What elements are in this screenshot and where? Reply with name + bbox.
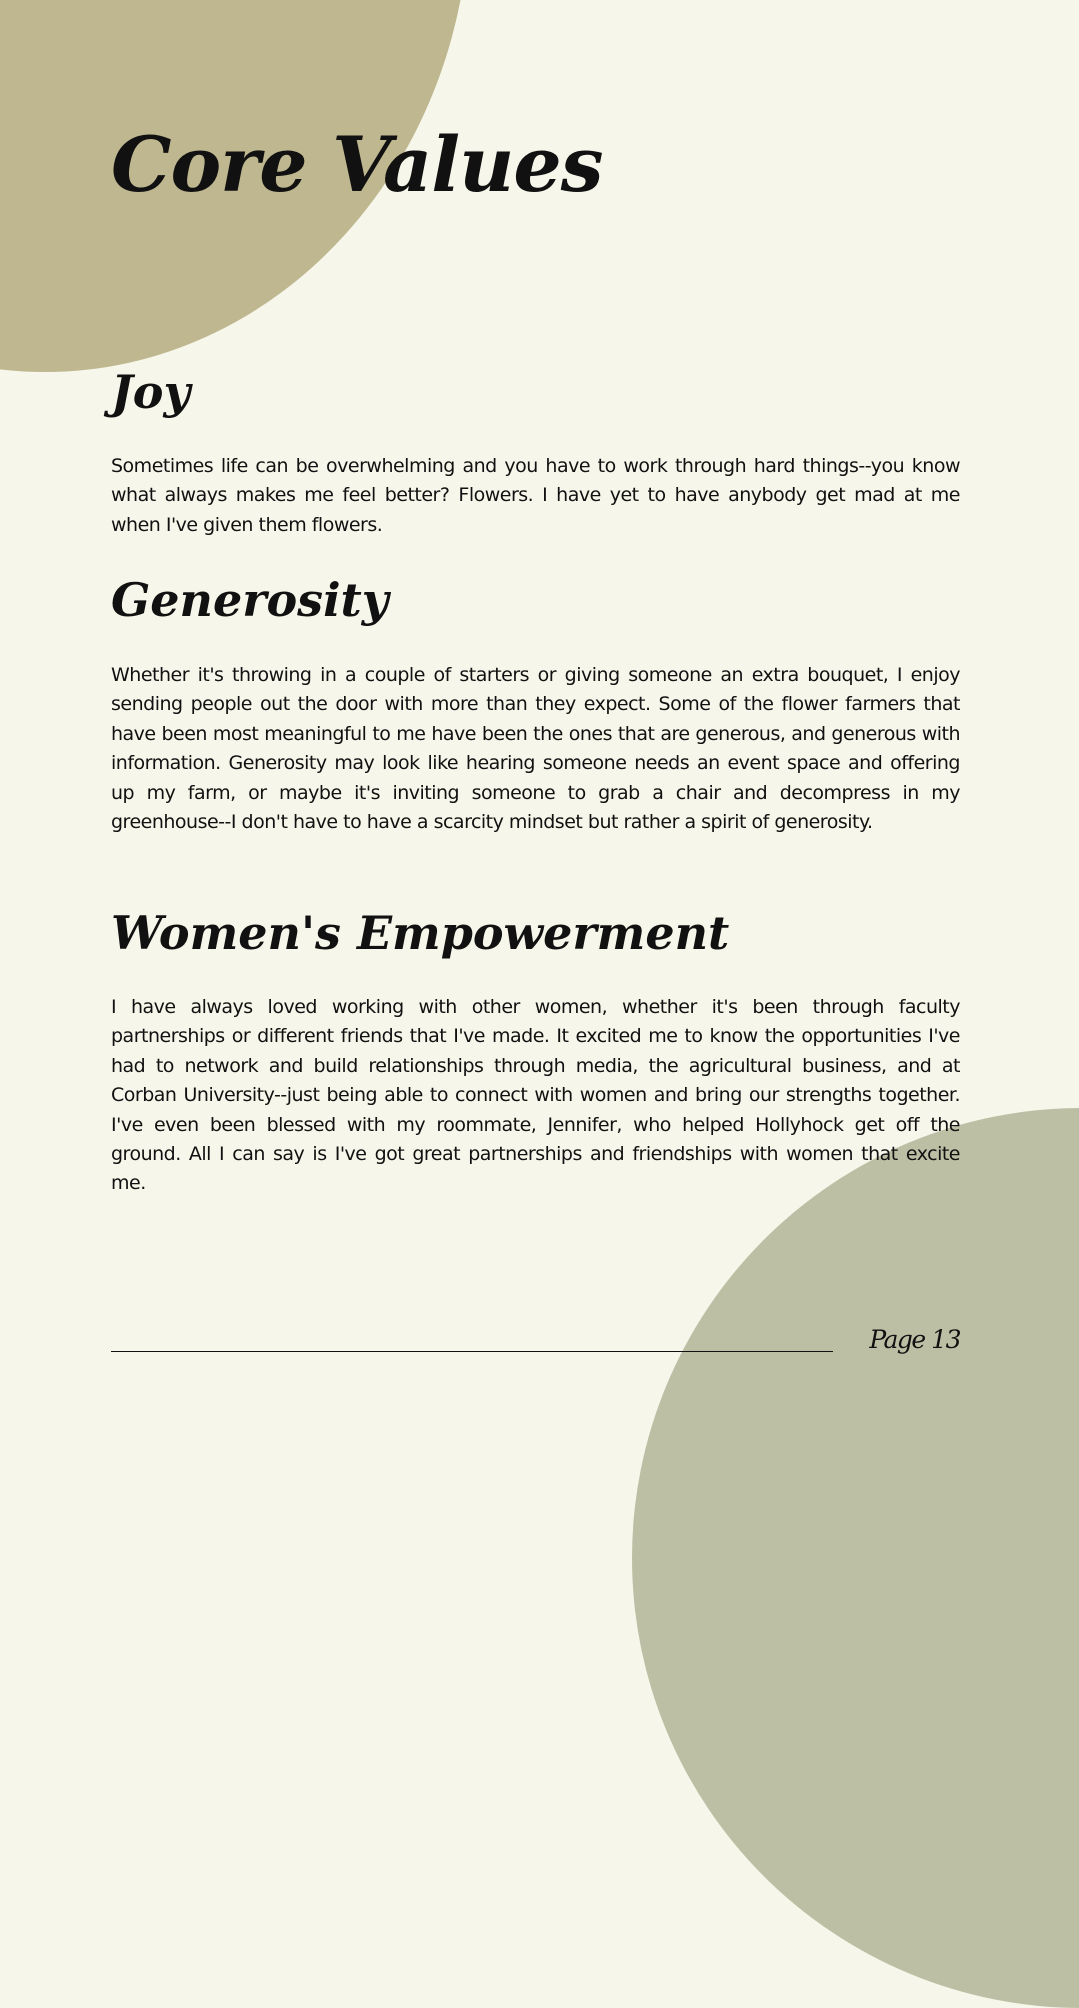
page-number: Page 13: [869, 1325, 960, 1354]
section-heading-womens-empowerment: Women's Empowerment: [111, 906, 730, 960]
section-heading-joy: Joy: [111, 365, 191, 419]
section-body-generosity: Whether it's throwing in a couple of starters or giving someone an extra bouquet, I enjoy sending people out the door with more than they expect. Some of the flower farmers that have been most meaningful to me have been the ones that are generous, and generous with information. Generosity may look like hearing someone needs an event space and offering up my farm, or maybe it's inviting someone to grab a chair and decompress in my greenhouse--I don't have to have a scarcity mindset but rather a spirit of generosity.: [111, 664, 960, 834]
footer-divider: [111, 1351, 833, 1352]
section-body-joy: Sometimes life can be overwhelming and you have to work through hard things--you know what always makes me feel better? Flowers. I have yet to have anybody get mad at me when I've given them flowers.: [111, 455, 960, 536]
section-body-womens-empowerment: I have always loved working with other women, whether it's been through faculty partnerships or different friends that I've made. It excited me to know the opportunities I've had to network and build relationships through media, the agricultural business, and at Corban University--just being able to connect with women and bring our strengths together. I've even been blessed with my roommate, Jennifer, who helped Hollyhock get off the ground. All I can say is I've got great partnerships and friendships with women that excite me.: [111, 996, 960, 1195]
decorative-circle-bottom: [632, 1108, 1079, 2008]
page-title: Core Values: [111, 120, 603, 209]
section-heading-generosity: Generosity: [111, 573, 389, 627]
